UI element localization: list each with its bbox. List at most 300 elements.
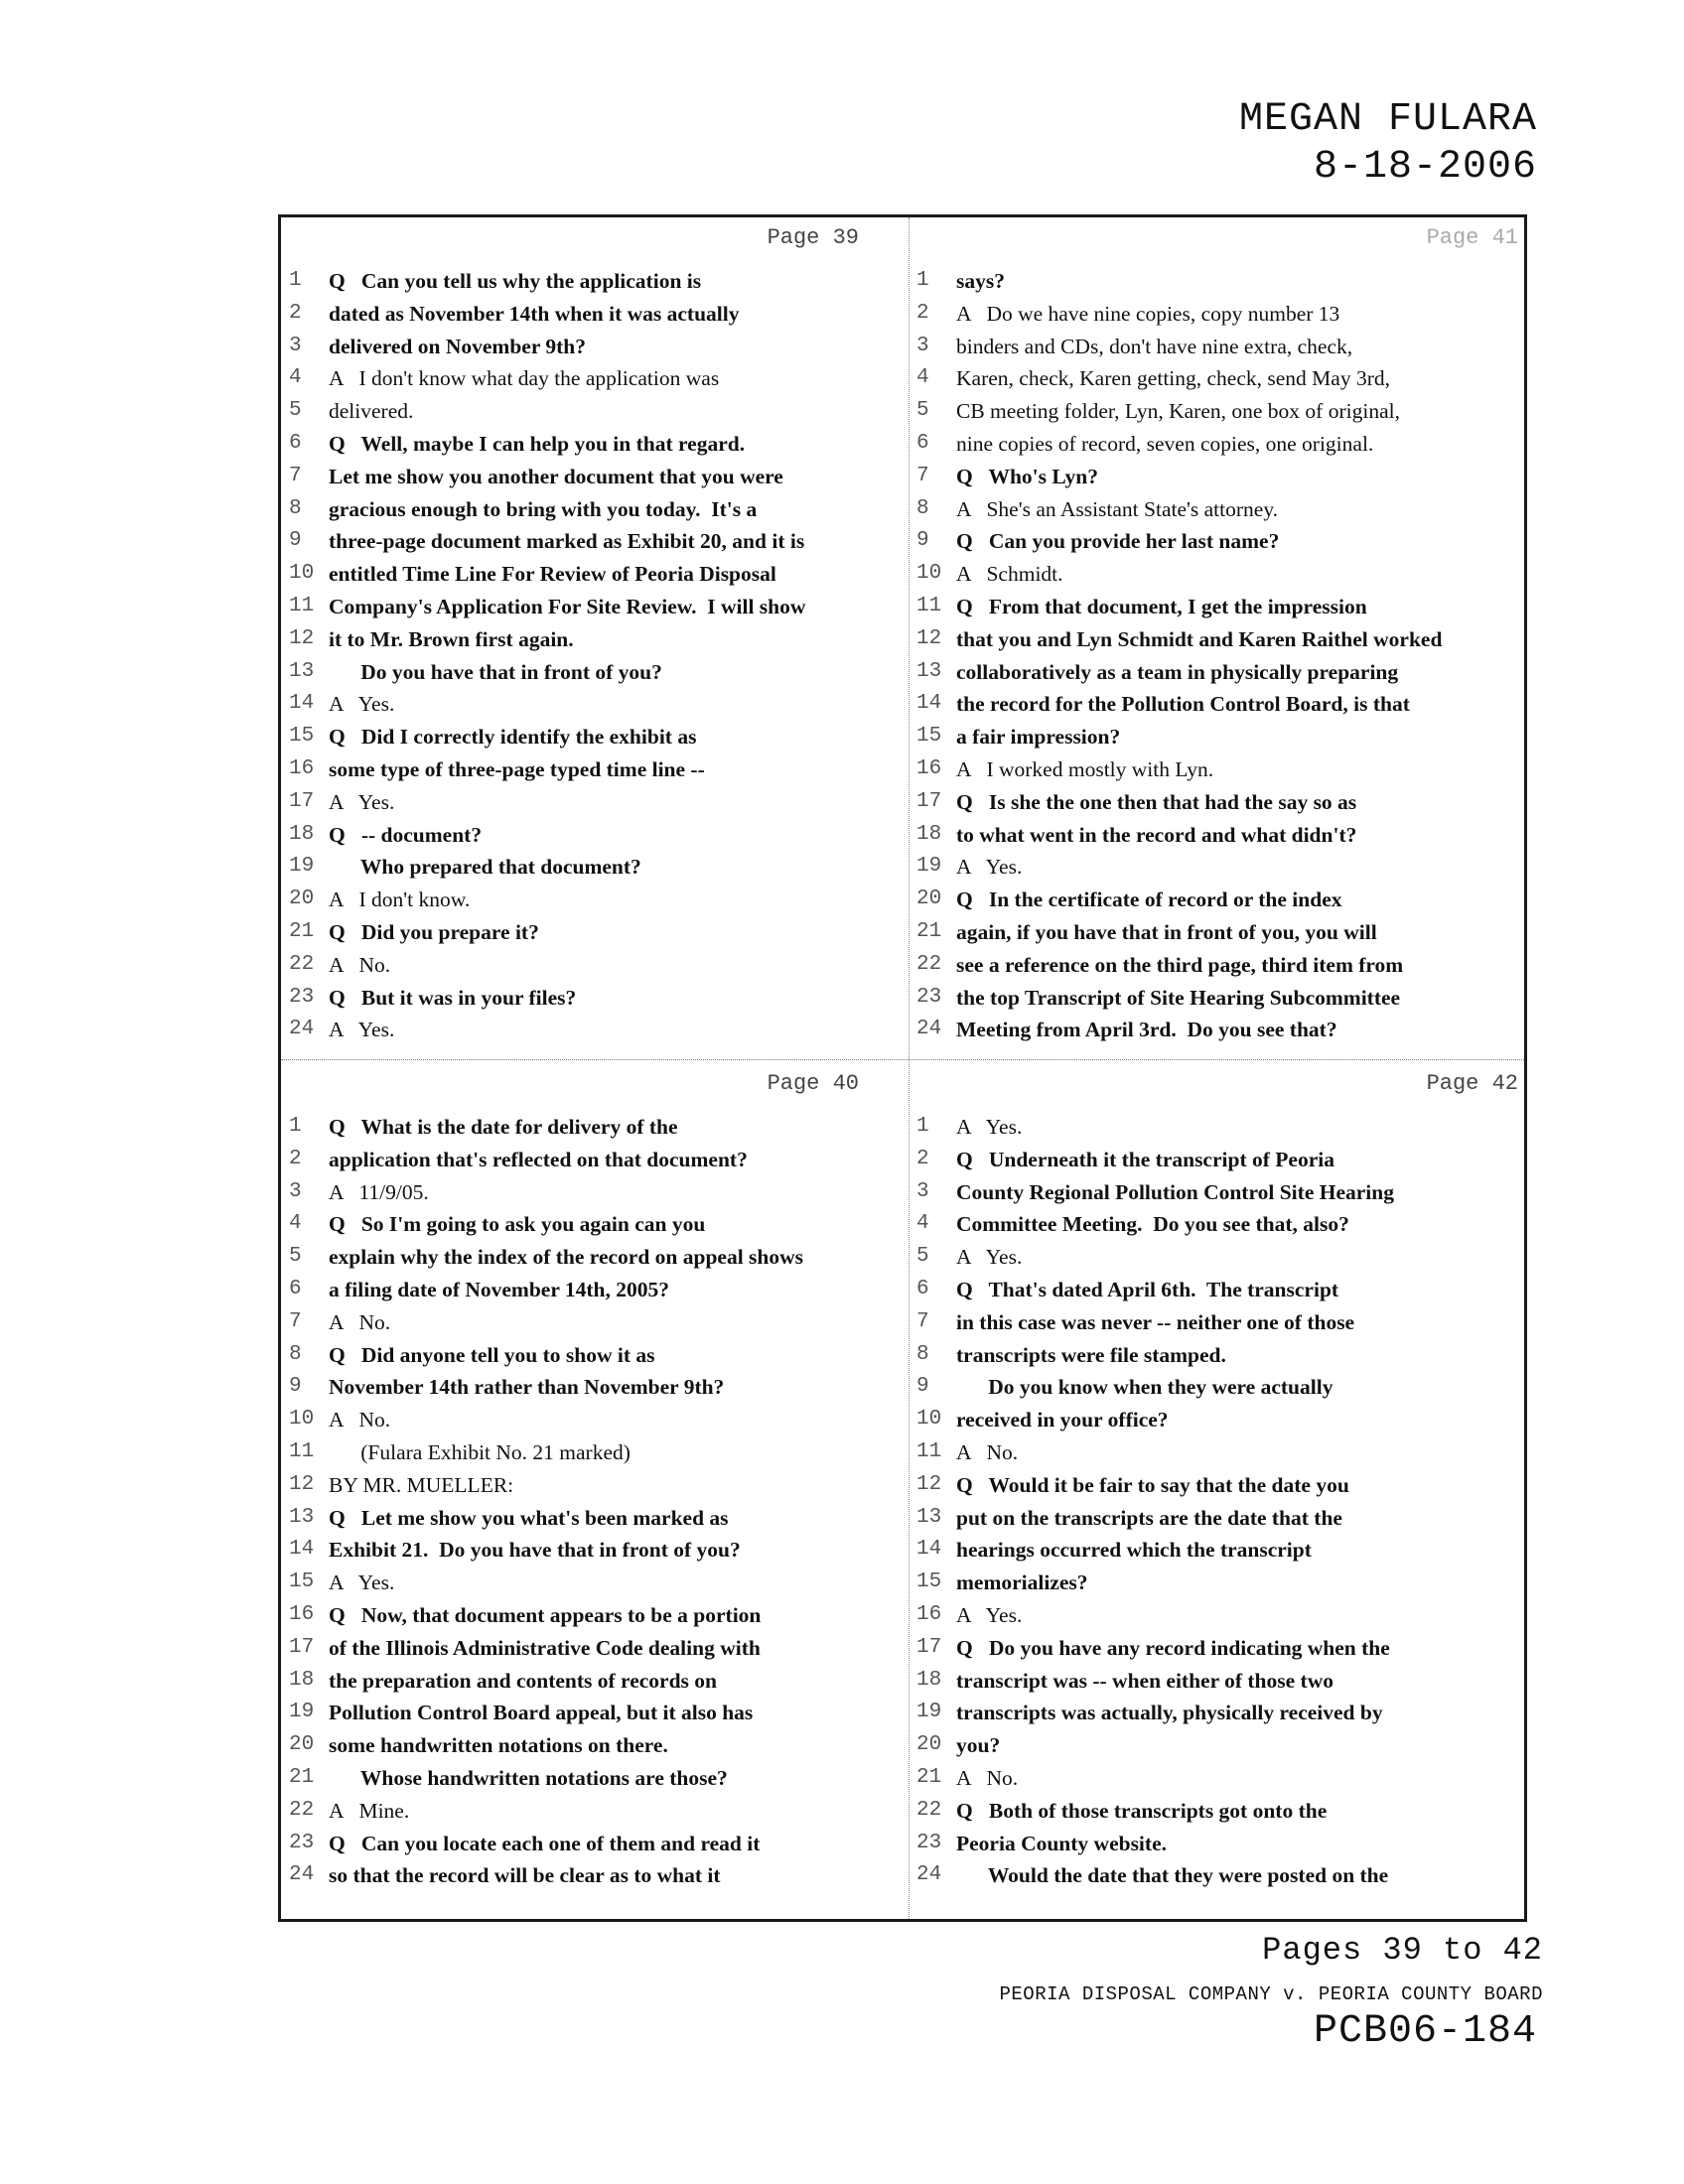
line-text: A Do we have nine copies, copy number 13 <box>956 301 1340 326</box>
line-number: 13 <box>289 1505 315 1529</box>
line-text: Q Can you provide her last name? <box>956 529 1280 554</box>
line-number: 10 <box>916 1408 942 1432</box>
transcript-frame <box>278 214 1527 1922</box>
transcript-line <box>909 1014 1526 1046</box>
transcript-line <box>909 1599 1526 1632</box>
line-number: 2 <box>289 301 302 325</box>
page-title: Page 41 <box>1426 225 1518 250</box>
line-text: three-page document marked as Exhibit 20, and it is <box>329 529 805 554</box>
transcript-lines <box>909 265 1526 1046</box>
line-number: 7 <box>289 1309 302 1333</box>
transcript-line <box>909 1828 1526 1860</box>
line-text: Would the date that they were posted on the <box>956 1863 1389 1888</box>
line-number: 4 <box>916 1212 929 1236</box>
line-text: put on the transcripts are the date that the <box>956 1505 1342 1530</box>
transcript-line <box>909 331 1526 363</box>
transcript-lines <box>281 1111 899 1892</box>
transcript-line <box>281 1697 899 1729</box>
line-number: 1 <box>916 1115 929 1138</box>
line-number: 21 <box>916 1765 942 1789</box>
transcript-line <box>909 623 1526 656</box>
line-text: A No. <box>329 1309 391 1334</box>
transcript-line <box>281 1502 899 1535</box>
line-number: 1 <box>916 269 929 292</box>
line-number: 15 <box>289 725 315 749</box>
line-number: 5 <box>289 1245 302 1269</box>
line-text: entitled Time Line For Review of Peoria Disposal <box>329 562 776 587</box>
line-number: 6 <box>289 431 302 455</box>
line-text: Q In the certificate of record or the index <box>956 887 1342 912</box>
transcript-line <box>281 1828 899 1860</box>
line-number: 11 <box>289 1439 315 1463</box>
transcript-line <box>281 1567 899 1599</box>
line-text: Q Let me show you what's been marked as <box>329 1505 729 1530</box>
transcript-line <box>281 721 899 753</box>
transcript-line <box>909 1469 1526 1502</box>
line-text: A I worked mostly with Lyn. <box>956 756 1214 781</box>
line-text: hearings occurred which the transcript <box>956 1538 1312 1563</box>
line-number: 18 <box>289 1668 315 1692</box>
transcript-line <box>281 656 899 689</box>
line-number: 16 <box>916 756 942 780</box>
transcript-line <box>909 884 1526 916</box>
transcript-line <box>909 1436 1526 1469</box>
line-number: 11 <box>289 594 315 617</box>
line-text: Do you have that in front of you? <box>329 659 662 684</box>
line-text: A I don't know. <box>329 887 471 912</box>
line-text: Q -- document? <box>329 822 483 847</box>
transcript-line <box>909 1371 1526 1404</box>
transcript-line <box>281 1665 899 1698</box>
line-text: delivered on November 9th? <box>329 334 586 358</box>
transcript-line <box>281 1144 899 1176</box>
line-text: Who prepared that document? <box>329 855 641 880</box>
line-number: 19 <box>289 855 315 879</box>
line-text: some handwritten notations on there. <box>329 1733 668 1758</box>
line-text: Q But it was in your files? <box>329 985 577 1010</box>
line-number: 6 <box>916 431 929 455</box>
page-panel-39 <box>281 217 899 1051</box>
transcript-line <box>281 916 899 949</box>
deponent-name: MEGAN FULARA <box>1238 97 1537 142</box>
page-title: Page 39 <box>767 225 859 250</box>
line-number: 17 <box>289 789 315 813</box>
line-text: CB meeting folder, Lyn, Karen, one box of original, <box>956 399 1400 424</box>
line-number: 11 <box>916 594 942 617</box>
line-text: some type of three-page typed time line -- <box>329 756 705 781</box>
transcript-line <box>909 982 1526 1015</box>
line-number: 3 <box>289 334 302 357</box>
line-text: Q From that document, I get the impression <box>956 594 1367 618</box>
line-number: 14 <box>916 1538 942 1562</box>
line-number: 21 <box>289 1765 315 1789</box>
transcript-line <box>909 1144 1526 1176</box>
line-number: 14 <box>916 692 942 716</box>
line-number: 1 <box>289 1115 302 1138</box>
line-text: Company's Application For Site Review. I will show <box>329 594 806 618</box>
line-number: 21 <box>289 919 315 943</box>
line-text: gracious enough to bring with you today. It's a <box>329 496 758 521</box>
transcript-line <box>909 1762 1526 1795</box>
transcript-line <box>281 395 899 428</box>
line-text: the top Transcript of Site Hearing Subcommittee <box>956 985 1401 1010</box>
line-text: Peoria County website. <box>956 1831 1167 1855</box>
line-number: 21 <box>916 919 942 943</box>
line-text: Q What is the date for delivery of the <box>329 1115 678 1139</box>
line-number: 9 <box>916 529 929 553</box>
line-text: Q Did anyone tell you to show it as <box>329 1342 655 1367</box>
line-text: you? <box>956 1733 1001 1758</box>
line-number: 18 <box>289 822 315 846</box>
line-number: 10 <box>916 562 942 586</box>
line-number: 24 <box>916 1863 942 1887</box>
line-number: 22 <box>916 1798 942 1822</box>
line-text: A I don't know what day the application was <box>329 366 720 391</box>
line-text: Q Can you locate each one of them and read it <box>329 1831 761 1855</box>
line-text: received in your office? <box>956 1408 1169 1433</box>
transcript-line <box>281 1762 899 1795</box>
line-number: 18 <box>916 1668 942 1692</box>
line-number: 19 <box>289 1701 315 1724</box>
line-text: Q That's dated April 6th. The transcript <box>956 1277 1339 1301</box>
line-number: 7 <box>916 1309 929 1333</box>
page-panel-41 <box>909 217 1526 1051</box>
line-text: a fair impression? <box>956 725 1121 750</box>
line-text: Do you know when they were actually <box>956 1375 1333 1400</box>
line-number: 3 <box>289 1179 302 1203</box>
transcript-line <box>281 623 899 656</box>
line-text: in this case was never -- neither one of those <box>956 1309 1355 1334</box>
transcript-line <box>281 1632 899 1665</box>
transcript-line <box>281 884 899 916</box>
transcript-line <box>281 591 899 623</box>
line-number: 22 <box>916 952 942 976</box>
line-number: 23 <box>289 985 315 1009</box>
line-number: 14 <box>289 692 315 716</box>
line-text: delivered. <box>329 399 414 424</box>
line-number: 15 <box>289 1570 315 1594</box>
line-number: 8 <box>289 1342 302 1366</box>
transcript-line <box>909 1208 1526 1241</box>
page-panel-40 <box>281 1063 899 1897</box>
transcript-line <box>909 1697 1526 1729</box>
transcript-line <box>281 688 899 721</box>
transcript-line <box>281 1436 899 1469</box>
transcript-line <box>281 1176 899 1209</box>
line-number: 13 <box>289 659 315 683</box>
transcript-line <box>281 362 899 395</box>
line-number: 20 <box>916 1733 942 1757</box>
line-number: 23 <box>289 1831 315 1854</box>
transcript-line <box>909 949 1526 982</box>
line-text: Q Underneath it the transcript of Peoria <box>956 1147 1334 1171</box>
line-text: to what went in the record and what didn't? <box>956 822 1357 847</box>
line-number: 2 <box>289 1147 302 1170</box>
line-number: 13 <box>916 1505 942 1529</box>
transcript-line <box>909 1729 1526 1762</box>
transcript-line <box>909 525 1526 558</box>
line-text: A Yes. <box>329 1018 395 1042</box>
transcript-line <box>281 1111 899 1144</box>
line-text: dated as November 14th when it was actually <box>329 301 740 326</box>
line-number: 12 <box>289 626 315 650</box>
line-number: 16 <box>289 756 315 780</box>
transcript-line <box>909 493 1526 526</box>
line-number: 9 <box>916 1375 929 1399</box>
line-number: 20 <box>916 887 942 911</box>
transcript-line <box>281 982 899 1015</box>
line-number: 2 <box>916 301 929 325</box>
line-text: A Yes. <box>329 1570 395 1595</box>
line-number: 12 <box>916 1472 942 1496</box>
line-number: 20 <box>289 887 315 911</box>
line-text: A Yes. <box>956 855 1023 880</box>
line-text: Karen, check, Karen getting, check, send May 3rd, <box>956 366 1390 391</box>
case-title: PEORIA DISPOSAL COMPANY v. PEORIA COUNTY BOARD <box>999 1983 1543 2005</box>
line-number: 6 <box>289 1277 302 1300</box>
transcript-lines <box>281 265 899 1046</box>
line-number: 8 <box>289 496 302 520</box>
line-number: 3 <box>916 1179 929 1203</box>
line-text: Q Now, that document appears to be a portion <box>329 1602 762 1627</box>
line-text: of the Illinois Administrative Code dealing with <box>329 1635 761 1660</box>
line-text: A Yes. <box>329 692 395 717</box>
line-number: 12 <box>916 626 942 650</box>
transcript-line <box>281 1306 899 1339</box>
transcript-line <box>281 1371 899 1404</box>
line-number: 16 <box>916 1602 942 1626</box>
line-text: Q Who's Lyn? <box>956 464 1098 488</box>
line-text: A Yes. <box>956 1115 1023 1139</box>
transcript-line <box>909 656 1526 689</box>
transcript-line <box>909 1859 1526 1892</box>
line-text: a filing date of November 14th, 2005? <box>329 1277 669 1301</box>
line-text: transcripts were file stamped. <box>956 1342 1226 1367</box>
transcript-line <box>281 819 899 852</box>
transcript-line <box>281 461 899 493</box>
line-number: 24 <box>289 1018 315 1041</box>
transcript-line <box>909 1567 1526 1599</box>
line-number: 9 <box>289 1375 302 1399</box>
line-number: 15 <box>916 725 942 749</box>
line-number: 1 <box>289 269 302 292</box>
transcript-line <box>909 721 1526 753</box>
transcript-line <box>909 265 1526 298</box>
line-text: Q Would it be fair to say that the date you <box>956 1472 1349 1497</box>
line-number: 23 <box>916 1831 942 1854</box>
line-number: 3 <box>916 334 929 357</box>
transcript-line <box>909 1795 1526 1828</box>
line-number: 11 <box>916 1439 942 1463</box>
transcript-line <box>281 1274 899 1306</box>
line-number: 17 <box>289 1635 315 1659</box>
transcript-line <box>281 331 899 363</box>
line-text: A 11/9/05. <box>329 1179 429 1204</box>
line-text: the record for the Pollution Control Board, is that <box>956 692 1410 717</box>
line-number: 20 <box>289 1733 315 1757</box>
line-number: 24 <box>289 1863 315 1887</box>
line-number: 8 <box>916 1342 929 1366</box>
line-number: 4 <box>289 366 302 390</box>
line-number: 18 <box>916 822 942 846</box>
line-number: 5 <box>916 399 929 423</box>
transcript-line <box>281 1859 899 1892</box>
transcript-line <box>281 1404 899 1436</box>
transcript-line <box>281 1208 899 1241</box>
line-text: Q Do you have any record indicating when the <box>956 1635 1390 1660</box>
line-text: A No. <box>329 1408 391 1433</box>
line-number: 7 <box>916 464 929 487</box>
transcript-line <box>909 1241 1526 1274</box>
line-number: 23 <box>916 985 942 1009</box>
line-number: 13 <box>916 659 942 683</box>
line-text: A Yes. <box>329 789 395 814</box>
line-number: 6 <box>916 1277 929 1300</box>
transcript-line <box>281 1241 899 1274</box>
line-text: nine copies of record, seven copies, one original. <box>956 431 1374 456</box>
line-text: Meeting from April 3rd. Do you see that? <box>956 1018 1337 1042</box>
transcript-lines <box>909 1111 1526 1892</box>
line-text: A No. <box>329 952 391 977</box>
transcript-line <box>909 298 1526 331</box>
line-text: A No. <box>956 1439 1019 1464</box>
line-number: 8 <box>916 496 929 520</box>
docket-number: PCB06-184 <box>1313 2009 1537 2054</box>
line-text: Exhibit 21. Do you have that in front of you? <box>329 1538 741 1563</box>
line-text: November 14th rather than November 9th? <box>329 1375 725 1400</box>
transcript-line <box>909 1534 1526 1567</box>
line-text: A Yes. <box>956 1602 1023 1627</box>
transcript-line <box>281 786 899 819</box>
line-number: 16 <box>289 1602 315 1626</box>
line-number: 5 <box>916 1245 929 1269</box>
page-title: Page 40 <box>767 1071 859 1096</box>
transcript-line <box>909 395 1526 428</box>
line-text: A Mine. <box>329 1798 410 1823</box>
line-text: again, if you have that in front of you, you will <box>956 919 1377 944</box>
line-text: binders and CDs, don't have nine extra, check, <box>956 334 1353 358</box>
transcript-line <box>281 493 899 526</box>
transcript-line <box>281 558 899 591</box>
line-text: says? <box>956 269 1005 293</box>
line-text: Pollution Control Board appeal, but it also has <box>329 1701 754 1725</box>
line-number: 10 <box>289 562 315 586</box>
line-text: Whose handwritten notations are those? <box>329 1765 728 1790</box>
line-number: 5 <box>289 399 302 423</box>
line-text: A She's an Assistant State's attorney. <box>956 496 1279 521</box>
line-text: (Fulara Exhibit No. 21 marked) <box>329 1439 631 1464</box>
transcript-line <box>281 1534 899 1567</box>
line-text: Q Did I correctly identify the exhibit as <box>329 725 697 750</box>
transcript-line <box>909 819 1526 852</box>
line-text: Q Did you prepare it? <box>329 919 539 944</box>
line-number: 22 <box>289 952 315 976</box>
transcript-line <box>281 428 899 461</box>
line-text: see a reference on the third page, third item from <box>956 952 1404 977</box>
line-text: County Regional Pollution Control Site Hearing <box>956 1179 1394 1204</box>
transcript-line <box>909 1176 1526 1209</box>
transcript-line <box>281 949 899 982</box>
transcript-line <box>281 298 899 331</box>
transcript-line <box>281 1729 899 1762</box>
line-text: application that's reflected on that document? <box>329 1147 748 1171</box>
transcript-line <box>281 265 899 298</box>
line-text: transcripts was actually, physically received by <box>956 1701 1383 1725</box>
transcript-line <box>909 1306 1526 1339</box>
transcript-line <box>909 362 1526 395</box>
transcript-line <box>281 1339 899 1372</box>
line-text: Let me show you another document that you were <box>329 464 783 488</box>
transcript-line <box>909 591 1526 623</box>
line-text: Q So I'm going to ask you again can you <box>329 1212 706 1237</box>
transcript-line <box>909 851 1526 884</box>
line-number: 14 <box>289 1538 315 1562</box>
transcript-line <box>909 688 1526 721</box>
transcript-line <box>281 1014 899 1046</box>
horizontal-divider <box>281 1059 1524 1060</box>
line-text: Committee Meeting. Do you see that, also? <box>956 1212 1349 1237</box>
line-text: so that the record will be clear as to what it <box>329 1863 721 1888</box>
transcript-line <box>281 851 899 884</box>
transcript-line <box>909 428 1526 461</box>
page-title: Page 42 <box>1426 1071 1518 1096</box>
line-text: Q Well, maybe I can help you in that regard. <box>329 431 746 456</box>
line-number: 15 <box>916 1570 942 1594</box>
line-number: 19 <box>916 855 942 879</box>
line-number: 22 <box>289 1798 315 1822</box>
line-number: 24 <box>916 1018 942 1041</box>
line-text: A Schmidt. <box>956 562 1063 587</box>
transcript-line <box>909 753 1526 786</box>
transcript-line <box>909 916 1526 949</box>
line-number: 17 <box>916 1635 942 1659</box>
page-panel-42 <box>909 1063 1526 1897</box>
deposition-date: 8-18-2006 <box>1313 145 1537 190</box>
line-text: memorializes? <box>956 1570 1088 1595</box>
line-number: 4 <box>289 1212 302 1236</box>
transcript-line <box>281 753 899 786</box>
line-text: that you and Lyn Schmidt and Karen Raithel worked <box>956 626 1443 651</box>
line-number: 7 <box>289 464 302 487</box>
line-text: A Yes. <box>956 1245 1023 1270</box>
transcript-line <box>909 1111 1526 1144</box>
transcript-line <box>909 1502 1526 1535</box>
transcript-line <box>909 1632 1526 1665</box>
transcript-line <box>281 1469 899 1502</box>
line-text: A No. <box>956 1765 1019 1790</box>
line-text: Q Is she the one then that had the say so as <box>956 789 1357 814</box>
transcript-line <box>909 1274 1526 1306</box>
line-number: 2 <box>916 1147 929 1170</box>
line-text: it to Mr. Brown first again. <box>329 626 574 651</box>
line-text: transcript was -- when either of those two <box>956 1668 1333 1693</box>
pages-range: Pages 39 to 42 <box>1262 1932 1543 1969</box>
line-text: Q Can you tell us why the application is <box>329 269 702 293</box>
transcript-line <box>281 1795 899 1828</box>
line-text: collaboratively as a team in physically preparing <box>956 659 1399 684</box>
transcript-line <box>281 525 899 558</box>
line-text: explain why the index of the record on appeal shows <box>329 1245 804 1270</box>
transcript-line <box>281 1599 899 1632</box>
line-text: BY MR. MUELLER: <box>329 1472 514 1497</box>
line-number: 10 <box>289 1408 315 1432</box>
line-number: 12 <box>289 1472 315 1496</box>
transcript-line <box>909 1404 1526 1436</box>
line-number: 19 <box>916 1701 942 1724</box>
transcript-line <box>909 1665 1526 1698</box>
line-text: Q Both of those transcripts got onto the <box>956 1798 1328 1823</box>
line-number: 9 <box>289 529 302 553</box>
